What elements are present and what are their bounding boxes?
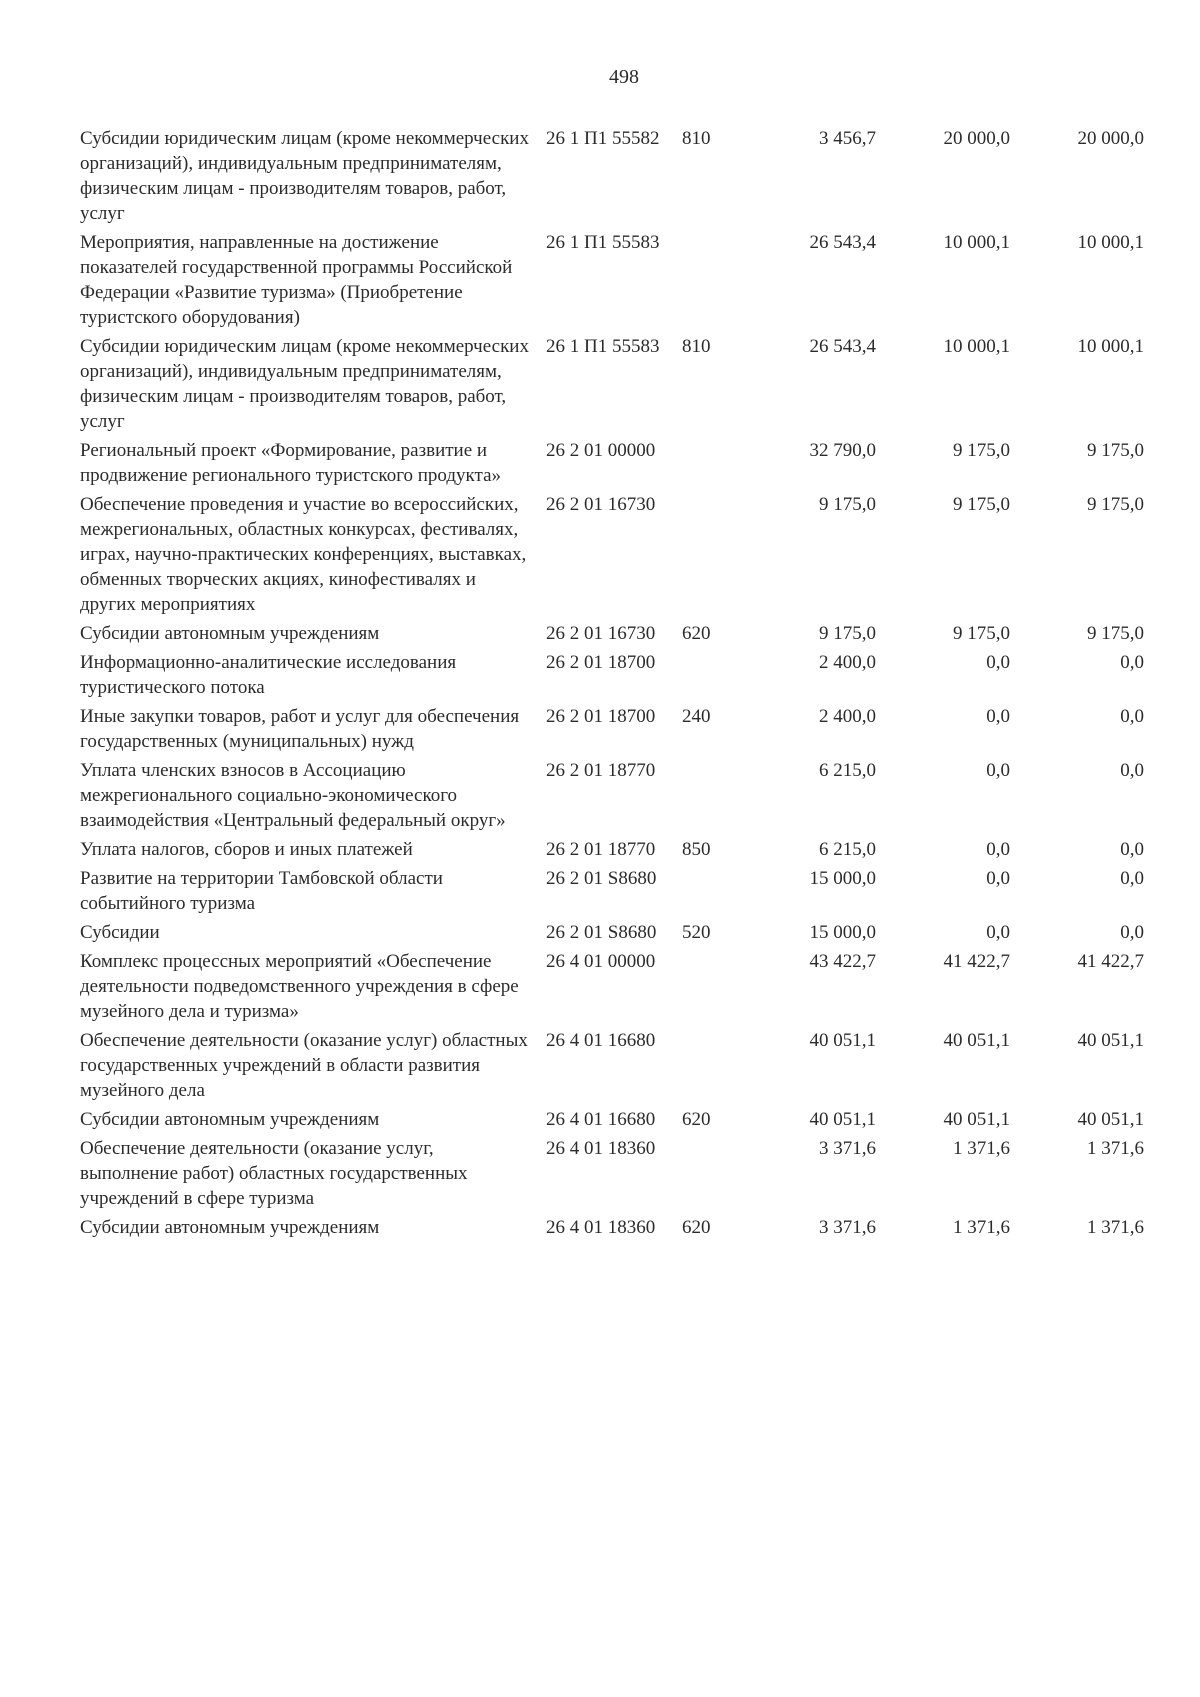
row-name: Иные закупки товаров, работ и услуг для обеспечения государственных (муниципальных) нужд xyxy=(80,706,520,752)
row-name: Субсидии xyxy=(80,922,160,943)
table-row xyxy=(80,837,1160,862)
table-row xyxy=(80,650,1160,700)
row-value-3: 1 371,6 xyxy=(1087,1138,1144,1159)
row-value-3: 0,0 xyxy=(1120,922,1144,943)
row-name: Субсидии юридическим лицам (кроме некоммерческих организаций), индивидуальным предпринимателям, физическим лицам - производителям товаров, работ, услуг xyxy=(80,336,529,432)
row-code: 26 2 01 18700 xyxy=(546,652,656,673)
page-number: 498 xyxy=(609,66,639,88)
table-row xyxy=(80,1215,1160,1240)
row-value-3: 0,0 xyxy=(1120,652,1144,673)
row-code: 26 2 01 00000 xyxy=(546,440,656,461)
table-row xyxy=(80,1136,1160,1211)
row-name: Информационно-аналитические исследования туристического потока xyxy=(80,652,457,698)
row-code: 26 2 01 18770 xyxy=(546,760,656,781)
row-expense-type: 850 xyxy=(682,839,711,860)
row-value-1: 6 215,0 xyxy=(819,839,876,860)
row-name: Комплекс процессных мероприятий «Обеспечение деятельности подведомственного учреждения в сфере музейного дела и туризма» xyxy=(80,951,519,1022)
row-value-3: 1 371,6 xyxy=(1087,1217,1144,1238)
row-expense-type: 520 xyxy=(682,922,711,943)
row-value-3: 0,0 xyxy=(1120,868,1144,889)
row-name: Обеспечение деятельности (оказание услуг) областных государственных учреждений в области развития музейного дела xyxy=(80,1030,528,1101)
row-name: Уплата членских взносов в Ассоциацию межрегионального социально-экономического взаимодействия «Центральный федеральный округ» xyxy=(80,760,506,831)
row-code: 26 1 П1 55582 xyxy=(546,128,660,149)
row-value-2: 40 051,1 xyxy=(943,1109,1010,1130)
row-value-2: 0,0 xyxy=(986,706,1010,727)
row-name: Мероприятия, направленные на достижение показателей государственной программы Российской Федерации «Развитие туризма» (Приобретение туристского оборудования) xyxy=(80,232,513,328)
table-row xyxy=(80,334,1160,434)
row-code: 26 2 01 16730 xyxy=(546,494,656,515)
row-expense-type: 240 xyxy=(682,706,711,727)
table-row xyxy=(80,758,1160,833)
row-name: Развитие на территории Тамбовской области событийного туризма xyxy=(80,868,443,914)
row-name: Субсидии юридическим лицам (кроме некоммерческих организаций), индивидуальным предпринимателям, физическим лицам - производителям товаров, работ, услуг xyxy=(80,128,529,224)
row-value-2: 41 422,7 xyxy=(943,951,1010,972)
row-value-2: 1 371,6 xyxy=(953,1217,1010,1238)
row-value-2: 0,0 xyxy=(986,760,1010,781)
row-value-3: 40 051,1 xyxy=(1077,1030,1144,1051)
row-value-1: 2 400,0 xyxy=(819,652,876,673)
row-code: 26 4 01 18360 xyxy=(546,1138,656,1159)
row-name: Субсидии автономным учреждениям xyxy=(80,1217,380,1238)
table-row xyxy=(80,230,1160,330)
row-expense-type: 810 xyxy=(682,128,711,149)
table-row xyxy=(80,438,1160,488)
row-value-2: 9 175,0 xyxy=(953,494,1010,515)
row-value-2: 9 175,0 xyxy=(953,623,1010,644)
row-code: 26 2 01 18700 xyxy=(546,706,656,727)
row-value-2: 0,0 xyxy=(986,839,1010,860)
table-row xyxy=(80,621,1160,646)
row-expense-type: 810 xyxy=(682,336,711,357)
row-value-1: 15 000,0 xyxy=(809,868,876,889)
row-expense-type: 620 xyxy=(682,1109,711,1130)
row-value-2: 40 051,1 xyxy=(943,1030,1010,1051)
row-value-1: 2 400,0 xyxy=(819,706,876,727)
row-value-3: 40 051,1 xyxy=(1077,1109,1144,1130)
row-value-1: 40 051,1 xyxy=(809,1030,876,1051)
row-value-3: 0,0 xyxy=(1120,706,1144,727)
table-row xyxy=(80,920,1160,945)
row-code: 26 4 01 16680 xyxy=(546,1030,656,1051)
row-value-1: 9 175,0 xyxy=(819,623,876,644)
row-value-3: 9 175,0 xyxy=(1087,494,1144,515)
row-value-1: 3 456,7 xyxy=(819,128,876,149)
table-row xyxy=(80,1028,1160,1103)
row-expense-type: 620 xyxy=(682,623,711,644)
row-code: 26 1 П1 55583 xyxy=(546,232,660,253)
row-value-3: 0,0 xyxy=(1120,839,1144,860)
row-value-2: 0,0 xyxy=(986,868,1010,889)
row-value-1: 43 422,7 xyxy=(809,951,876,972)
row-value-3: 20 000,0 xyxy=(1077,128,1144,149)
table-row xyxy=(80,492,1160,617)
row-name: Субсидии автономным учреждениям xyxy=(80,1109,380,1130)
row-value-1: 6 215,0 xyxy=(819,760,876,781)
row-value-3: 10 000,1 xyxy=(1077,232,1144,253)
row-value-2: 20 000,0 xyxy=(943,128,1010,149)
row-expense-type: 620 xyxy=(682,1217,711,1238)
row-name: Региональный проект «Формирование, развитие и продвижение регионального туристского продукта» xyxy=(80,440,501,486)
table-row xyxy=(80,704,1160,754)
table-row xyxy=(80,949,1160,1024)
row-code: 26 2 01 16730 xyxy=(546,623,656,644)
row-value-3: 9 175,0 xyxy=(1087,440,1144,461)
row-value-2: 1 371,6 xyxy=(953,1138,1010,1159)
row-code: 26 4 01 00000 xyxy=(546,951,656,972)
row-value-3: 10 000,1 xyxy=(1077,336,1144,357)
row-value-1: 9 175,0 xyxy=(819,494,876,515)
budget-table xyxy=(80,126,1160,1244)
row-name: Обеспечение проведения и участие во всероссийских, межрегиональных, областных конкурсах, фестивалях, играх, научно-практических конференциях, выставках, обменных творческих акциях, кинофестивалях и других мероприятиях xyxy=(80,494,527,615)
row-value-1: 15 000,0 xyxy=(809,922,876,943)
table-row xyxy=(80,126,1160,226)
row-name: Обеспечение деятельности (оказание услуг, выполнение работ) областных государственных учреждений в сфере туризма xyxy=(80,1138,468,1209)
row-value-1: 26 543,4 xyxy=(809,232,876,253)
row-code: 26 4 01 16680 xyxy=(546,1109,656,1130)
row-value-2: 10 000,1 xyxy=(943,336,1010,357)
row-name: Субсидии автономным учреждениям xyxy=(80,623,380,644)
row-value-2: 10 000,1 xyxy=(943,232,1010,253)
row-name: Уплата налогов, сборов и иных платежей xyxy=(80,839,413,860)
row-value-3: 41 422,7 xyxy=(1077,951,1144,972)
row-code: 26 4 01 18360 xyxy=(546,1217,656,1238)
row-value-2: 0,0 xyxy=(986,922,1010,943)
row-value-1: 26 543,4 xyxy=(809,336,876,357)
row-code: 26 1 П1 55583 xyxy=(546,336,660,357)
row-code: 26 2 01 18770 xyxy=(546,839,656,860)
row-value-1: 3 371,6 xyxy=(819,1217,876,1238)
row-value-3: 0,0 xyxy=(1120,760,1144,781)
row-value-3: 9 175,0 xyxy=(1087,623,1144,644)
row-value-1: 32 790,0 xyxy=(809,440,876,461)
row-code: 26 2 01 S8680 xyxy=(546,922,657,943)
row-value-2: 0,0 xyxy=(986,652,1010,673)
row-value-1: 40 051,1 xyxy=(809,1109,876,1130)
row-code: 26 2 01 S8680 xyxy=(546,868,657,889)
table-row xyxy=(80,1107,1160,1132)
row-value-2: 9 175,0 xyxy=(953,440,1010,461)
row-value-1: 3 371,6 xyxy=(819,1138,876,1159)
table-row xyxy=(80,866,1160,916)
